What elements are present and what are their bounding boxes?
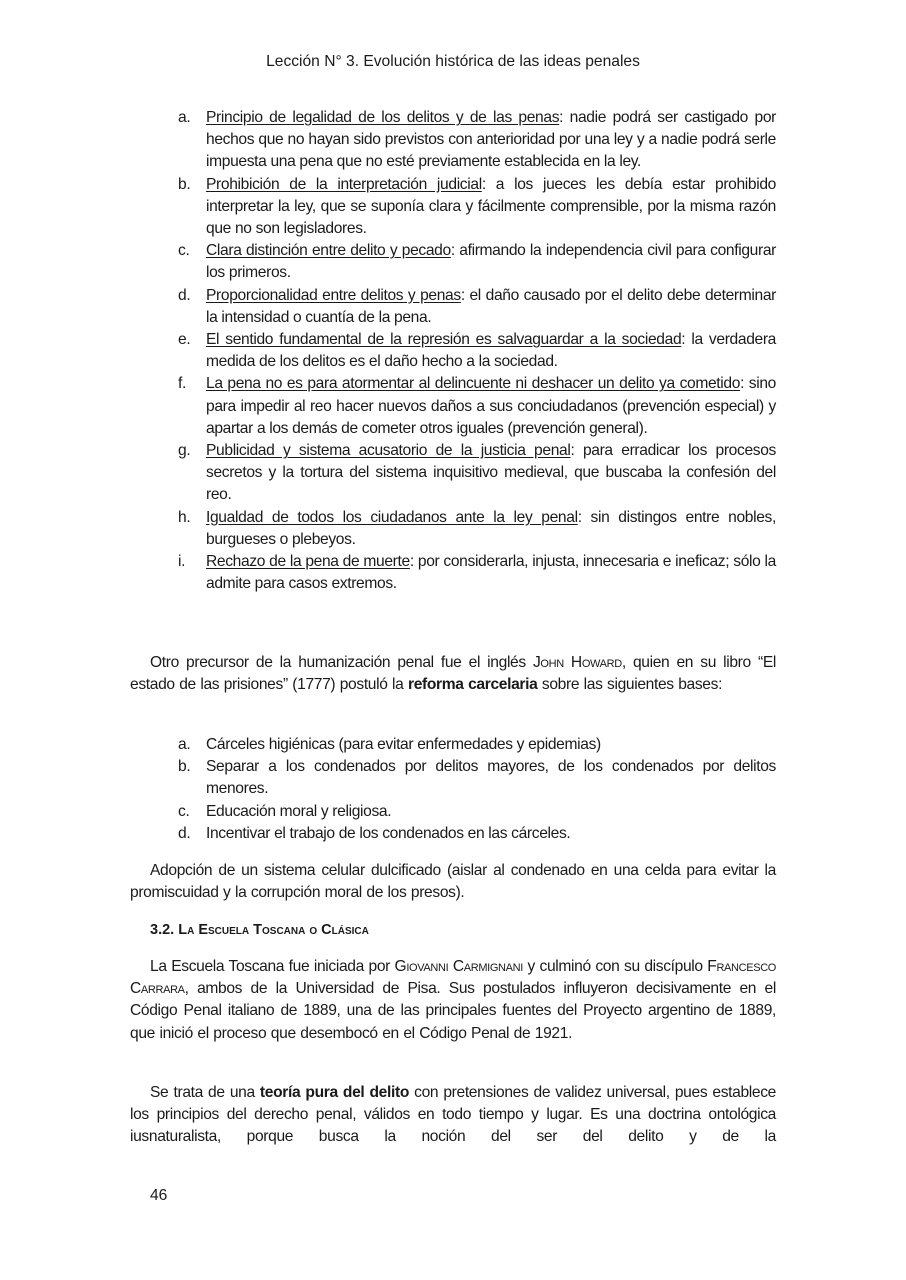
item-text: : nadie podrá ser castigado por hechos que no hayan sido previstos con anterioridad por una ley y a nadie podrá serle impuesta una pena que no esté previamente establecida en la ley.	[206, 109, 776, 171]
item-text: : afirmando la independencia civil para configurar los primeros.	[206, 242, 777, 282]
list-item	[130, 329, 776, 373]
item-text: : la verdadera medida de los delitos es el daño hecho a la sociedad.	[206, 331, 777, 371]
list-item	[130, 823, 776, 845]
list-marker: e.	[178, 331, 191, 349]
list-item	[130, 174, 776, 241]
text: Otro precursor de la humanización penal fue el inglés	[150, 654, 533, 671]
item-text: Educación moral y religiosa.	[206, 802, 392, 820]
list-item	[130, 734, 776, 756]
list-item	[130, 373, 776, 440]
item-text: : sin distingos entre nobles, burgueses o plebeyos.	[206, 508, 776, 548]
list-item	[130, 551, 776, 595]
item-text: : a los jueces les debía estar prohibido interpretar la ley, que se suponía clara y fácilmente comprensible, por la misma razón que no son legisladores.	[206, 175, 777, 238]
adopcion-paragraph: Adopción de un sistema celular dulcificado (aislar al condenado en una celda para evitar la promiscuidad y la corrupción moral de los presos).	[130, 862, 776, 902]
section-title: La Escuela Toscana o Clásica	[178, 922, 369, 938]
principles-list	[130, 107, 776, 595]
list-marker: h.	[178, 508, 191, 526]
howard-paragraph-block	[130, 652, 776, 696]
principles-list-block	[130, 107, 776, 595]
list-marker: g.	[178, 442, 191, 460]
list-item	[130, 756, 776, 800]
item-text: : por considerarla, injusta, innecesaria e ineficaz; sólo la admite para casos extremos.	[206, 553, 776, 593]
text: sobre las siguientes bases:	[537, 676, 723, 694]
bases-list-block	[130, 734, 776, 845]
person-name: Giovanni Carmignani	[394, 958, 523, 975]
list-marker: c.	[178, 242, 190, 260]
list-marker: d.	[178, 824, 191, 842]
teoria-paragraph	[130, 1082, 776, 1149]
section-heading	[130, 919, 776, 941]
item-term: El sentido fundamental de la represión es salvaguardar a la sociedad	[206, 331, 682, 349]
list-marker: b.	[178, 758, 191, 776]
item-term: Clara distinción entre delito y pecado	[206, 242, 451, 260]
list-marker: d.	[178, 286, 191, 304]
howard-paragraph	[130, 652, 776, 696]
item-text: : el daño causado por el delito debe determinar la intensidad o cuantía de la pena.	[206, 286, 776, 326]
item-text: Incentivar el trabajo de los condenados en las cárceles.	[206, 824, 571, 842]
list-marker: a.	[178, 736, 191, 753]
item-term: Prohibición de la interpretación judicial	[206, 175, 482, 193]
text: , quien en su libro “El estado de las prisiones” (1777) postuló la	[130, 654, 776, 694]
section-number: 3.2.	[150, 922, 179, 938]
bold-term: reforma carcelaria	[407, 676, 538, 694]
page-number: 46	[150, 1187, 168, 1204]
teoria-block	[130, 1082, 776, 1149]
toscana-block	[130, 956, 776, 1045]
section-heading-text	[130, 919, 776, 941]
list-marker: b.	[178, 175, 191, 193]
list-marker: f.	[178, 375, 186, 393]
bases-list	[130, 734, 776, 845]
person-name: John Howard	[532, 654, 622, 671]
list-marker: c.	[178, 802, 190, 820]
list-item	[130, 285, 776, 329]
list-marker: i.	[178, 553, 186, 571]
item-text: : para erradicar los procesos secretos y la tortura del sistema inquisitivo medieval, que buscaba la confesión del reo.	[206, 442, 776, 504]
bold-term: teoría pura del delito	[259, 1084, 409, 1101]
item-term: La pena no es para atormentar al delincuente ni deshacer un delito ya cometido	[206, 375, 741, 393]
list-item	[130, 240, 776, 284]
item-text: : sino para impedir al reo hacer nuevos daños a sus conciudadanos (prevención especial) y apartar a los demás de cometer otros iguales (prevención general).	[206, 375, 777, 437]
text: , ambos de la Universidad de Pisa. Sus postulados influyeron decisivamente en el Código Penal italiano de 1889, una de las principales fuentes del Proyecto argentino de 1889, que inició el proceso que desembocó en el Código Penal de 1921.	[130, 980, 776, 1042]
item-term: Publicidad y sistema acusatorio de la justicia penal	[206, 442, 571, 460]
text: La Escuela Toscana fue iniciada por	[150, 958, 395, 975]
item-term: Principio de legalidad de los delitos y de las penas	[206, 109, 560, 126]
text: y culminó con su discípulo	[522, 958, 708, 975]
toscana-paragraph	[130, 956, 776, 1045]
list-item	[130, 801, 776, 823]
item-term: Igualdad de todos los ciudadanos ante la ley penal	[206, 508, 578, 526]
list-item	[130, 507, 776, 551]
text: Se trata de una	[150, 1084, 260, 1101]
item-text: Cárceles higiénicas (para evitar enfermedades y epidemias)	[206, 736, 601, 753]
person-name: Francesco Carrara	[130, 958, 776, 998]
adopcion-block	[130, 860, 776, 904]
item-text: Separar a los condenados por delitos mayores, de los condenados por delitos menores.	[206, 758, 776, 798]
list-item	[130, 440, 776, 507]
running-header: Lección N° 3. Evolución histórica de las ideas penales	[266, 53, 640, 70]
list-marker: a.	[178, 109, 191, 126]
item-term: Proporcionalidad entre delitos y penas	[206, 286, 461, 304]
text: con pretensiones de validez universal, pues establece los principios del derecho penal, válidos en todo tiempo y lugar. Es una doctrina ontológica iusnaturalista, porque busca la noción del ser del delito y de la	[130, 1084, 776, 1146]
list-item	[130, 107, 776, 174]
item-term: Rechazo de la pena de muerte	[206, 553, 410, 571]
